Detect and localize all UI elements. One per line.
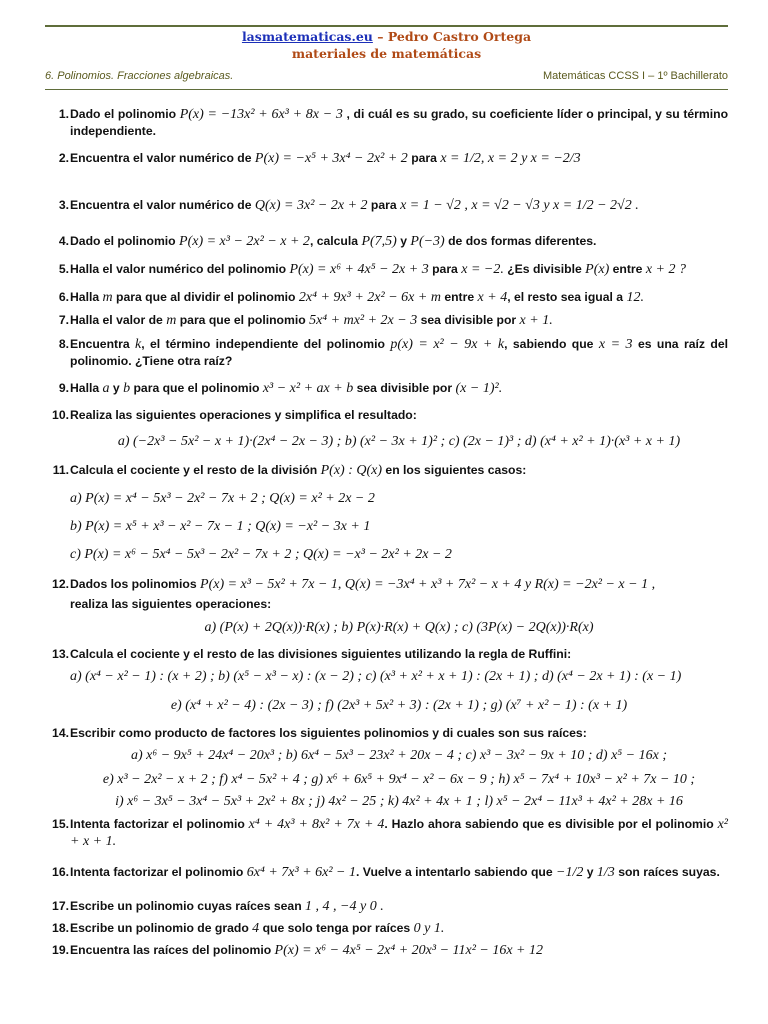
statement: y [400,234,407,248]
topic-label: 6. Polinomios. Fracciones algebraicas. [45,70,234,82]
exercise-text [70,197,728,214]
math-value: x = −2/3 [530,151,581,166]
header-bottom-rule [45,89,728,90]
author-name: Pedro Castro Ortega [387,29,532,44]
division-line: e) (x⁴ + x² − 4) : (2x − 3) ; f) (2x³ + 5x² + 3) : (2x + 1) ; g) (x⁷ + x² − 1) : (x + 1) [170,698,628,713]
exercise-text [70,150,728,167]
statement: para que el polinomio [133,381,260,395]
math-value: 12. [626,290,644,305]
exercise-number: 1. [58,107,69,121]
exercise-number: 5. [58,262,69,276]
math-expression: x³ − x² + ax + b [262,381,354,396]
statement: sea divisible por [420,313,517,327]
exercise-text [70,816,728,850]
math-value: 4 [252,921,260,936]
math-value: P(−3) [410,234,445,249]
case-line: c) P(x) = x⁶ − 5x⁴ − 5x³ − 2x² − 7x + 2 ; Q(x) = −x³ − 2x² + 2x − 2 [70,547,452,562]
exercise-text [70,462,728,479]
statement: Dado el polinomio [70,107,177,121]
math-value: x = 1/2 [440,151,481,166]
statement: Dado el polinomio [70,234,176,248]
math-expression: P(x) = −13x² + 6x³ + 8x − 3 [179,107,343,122]
math-value: x + 1. [519,313,553,328]
math-value: b [123,381,131,396]
statement: y [112,381,120,395]
statement: Dados los polinomios [70,577,197,591]
polynomial-line: a) x⁶ − 9x⁵ + 24x⁴ − 20x³ ; b) 6x⁴ − 5x³ − 23x² + 20x − 4 ; c) x³ − 3x² − 9x + 10 ; d) x⁵ − 16x ; [130,748,668,763]
exercise-number: 8. [58,337,69,351]
exercise-text [70,336,728,370]
math-expression: 0 y 1. [413,921,445,936]
exercise-number: 13. [52,647,69,661]
exercise-text [70,920,728,937]
exercise-text [70,576,728,593]
statement: , di cuál es su grado, su coeficiente líder o principal, y su término independiente. [70,107,729,138]
statement: , el término independiente del polinomio [141,337,385,351]
math-expression: P(x) = −x⁵ + 3x⁴ − 2x² + 2 [254,151,408,166]
exercise-number: 10. [52,408,69,422]
statement: para que al dividir el polinomio [116,290,296,304]
math-value: −1/2 [556,865,584,880]
math-value: x = 3 [598,337,633,352]
exercise-text [70,106,728,140]
math-expression: x⁴ + 4x³ + 8x² + 7x + 4 [248,817,385,832]
math-value: x + 2 ? [645,262,686,277]
polynomial-line: i) x⁶ − 3x⁵ − 3x⁴ − 5x³ + 2x² + 8x ; j) 4x² − 25 ; k) 4x² + 4x + 1 ; l) x⁵ − 2x⁴ − 11x³ + 4x² + 28x + 16 [115,794,683,809]
math-expression: x² + x + 1. [70,817,729,849]
course-label: Matemáticas CCSS I – 1º Bachillerato [543,70,728,82]
subheader [45,70,728,88]
statement: . Hazlo ahora sabiendo que es divisible por el polinomio [384,817,714,831]
statement: de dos formas diferentes. [448,234,597,248]
statement: es una raíz del polinomio. ¿Tiene otra raíz? [70,337,728,368]
math-expression: P(x) : Q(x) [320,463,383,478]
exercise-text [70,864,728,881]
math-value: 1/3 [596,865,615,880]
statement: que solo tenga por raíces [262,921,411,935]
header-subtitle: materiales de matemáticas [291,46,482,61]
statement: Halla el valor de [70,313,163,327]
statement: , sabiendo que [504,337,594,351]
exercise-text [70,942,728,959]
math-expression: P(x) = x⁶ + 4x⁵ − 2x + 3 [289,262,429,277]
exercise-text [70,289,728,306]
statement: entre [612,262,643,276]
statement: Intenta factorizar el polinomio [70,817,245,831]
exercise-number: 18. [52,921,69,935]
exercise-number: 2. [58,151,69,165]
exercise-number: 15. [52,817,69,831]
math-value: P(7,5) [361,234,397,249]
statement: Halla el valor numérico del polinomio [70,262,287,276]
case-line: a) P(x) = x⁴ − 5x³ − 2x² − 7x + 2 ; Q(x) = x² + 2x − 2 [70,491,375,506]
statement: Encuentra el valor numérico de [70,198,252,212]
exercise-number: 9. [58,381,69,395]
statement: Halla [70,290,100,304]
math-value: m [102,290,113,305]
math-expression: 1 , 4 , −4 y 0 . [305,899,384,914]
math-value: m [166,313,177,328]
statement: Escribe un polinomio de grado [70,921,249,935]
statement: Halla [70,381,100,395]
exercise-text: Calcula el cociente y el resto de las divisiones siguientes utilizando la regla de Ruffini: [70,647,572,661]
math-expression: p(x) = x² − 9x + k [390,337,505,352]
statement: entre [444,290,475,304]
statement: Encuentra las raíces del polinomio [70,943,272,957]
exercise-number: 17. [52,899,69,913]
exercise-number: 3. [58,198,69,212]
exercise-number: 7. [58,313,69,327]
operation-line: a) (P(x) + 2Q(x))·R(x) ; b) P(x)·R(x) + Q(x) ; c) (3P(x) − 2Q(x))·R(x) [204,620,594,635]
statement: y [586,865,594,879]
case-line: b) P(x) = x⁵ + x³ − x² − 7x − 1 ; Q(x) = −x² − 3x + 1 [70,519,371,534]
exercise-number: 12. [52,577,69,591]
statement: para [432,262,458,276]
polynomial-line: e) x³ − 2x² − x + 2 ; f) x⁴ − 5x² + 4 ; g) x⁶ + 6x⁵ + 9x⁴ − x² − 6x − 9 ; h) x⁵ − 7x⁴ + 10x³ − x² + 7x − 10 ; [102,772,696,787]
exercise-number: 4. [58,234,69,248]
header-dash: – [372,29,388,44]
statement: para que el polinomio [179,313,306,327]
statement: ¿Es divisible [507,262,582,276]
statement: . Vuelve a intentarlo sabiendo que [356,865,553,879]
math-value: k [135,337,142,352]
statement: , calcula [309,234,359,248]
math-value: x = 1 − √2 , x = √2 − √3 y x = 1/2 − 2√2 . [400,198,639,213]
statement: Intenta factorizar el polinomio [70,865,244,879]
statement: Escribe un polinomio cuyas raíces sean [70,899,302,913]
exercise-number: 16. [52,865,69,879]
math-expression: P(x) = x³ − 2x² − x + 2 [179,234,310,249]
header-top-rule [45,25,728,27]
statement: en los siguientes casos: [385,463,527,477]
exercise-text: Escribir como producto de factores los siguientes polinomios y di cuales son sus raíces: [70,726,587,740]
math-value: x + 4 [477,290,508,305]
statement: realiza las siguientes operaciones: [70,597,272,611]
math-expression: Q(x) = 3x² − 2x + 2 [254,198,368,213]
statement: , el resto sea igual a [507,290,624,304]
site-link[interactable]: lasmatematicas.eu [241,29,373,44]
math-value: x = −2. [461,262,504,277]
math-value: (x − 1)². [455,381,503,396]
exercise-text [70,261,728,278]
exercise-number: 14. [52,726,69,740]
exercise-text [70,312,728,329]
statement: para [370,198,397,212]
statement: para [411,151,437,165]
exercise-number: 19. [52,943,69,957]
exercise-number: 6. [58,290,69,304]
math-expression: 6x⁴ + 7x³ + 6x² − 1 [246,865,356,880]
statement: son raíces suyas. [618,865,720,879]
math-value: , x = 2 y [480,151,528,166]
statement: Encuentra [70,337,130,351]
exercise-number: 11. [52,463,69,477]
math-value: P(x) [585,262,610,277]
statement: Encuentra el valor numérico de [70,151,252,165]
exercise-text [70,898,728,915]
math-expression: P(x) = x⁶ − 4x⁵ − 2x⁴ + 20x³ − 11x² − 16x + 12 [274,943,544,958]
math-expression: 2x⁴ + 9x³ + 2x² − 6x + m [298,290,441,305]
statement: sea divisible por [356,381,453,395]
math-expression: 5x⁴ + mx² + 2x − 3 [309,313,418,328]
math-value: a [102,381,110,396]
document-header [45,28,728,62]
exercise-text [70,233,728,250]
division-line: a) (x⁴ − x² − 1) : (x + 2) ; b) (x⁵ − x³ − x) : (x − 2) ; c) (x³ + x² + x + 1) : (2x + 1) ; d) (x⁴ − 2x + 1) : (x − 1) [70,669,682,684]
statement: Calcula el cociente y el resto de la división [70,463,318,477]
exercise-text [70,380,728,397]
operation-line: a) (−2x³ − 5x² − x + 1)·(2x⁴ − 2x − 3) ; b) (x² − 3x + 1)² ; c) (2x − 1)³ ; d) (x⁴ + x² + 1)·(x³ + x + 1) [117,434,681,449]
math-expression: P(x) = x³ − 5x² + 7x − 1, Q(x) = −3x⁴ + x³ + 7x² − x + 4 y R(x) = −2x² − x − 1 , [200,577,656,592]
exercise-text: Realiza las siguientes operaciones y simplifica el resultado: [70,408,417,422]
